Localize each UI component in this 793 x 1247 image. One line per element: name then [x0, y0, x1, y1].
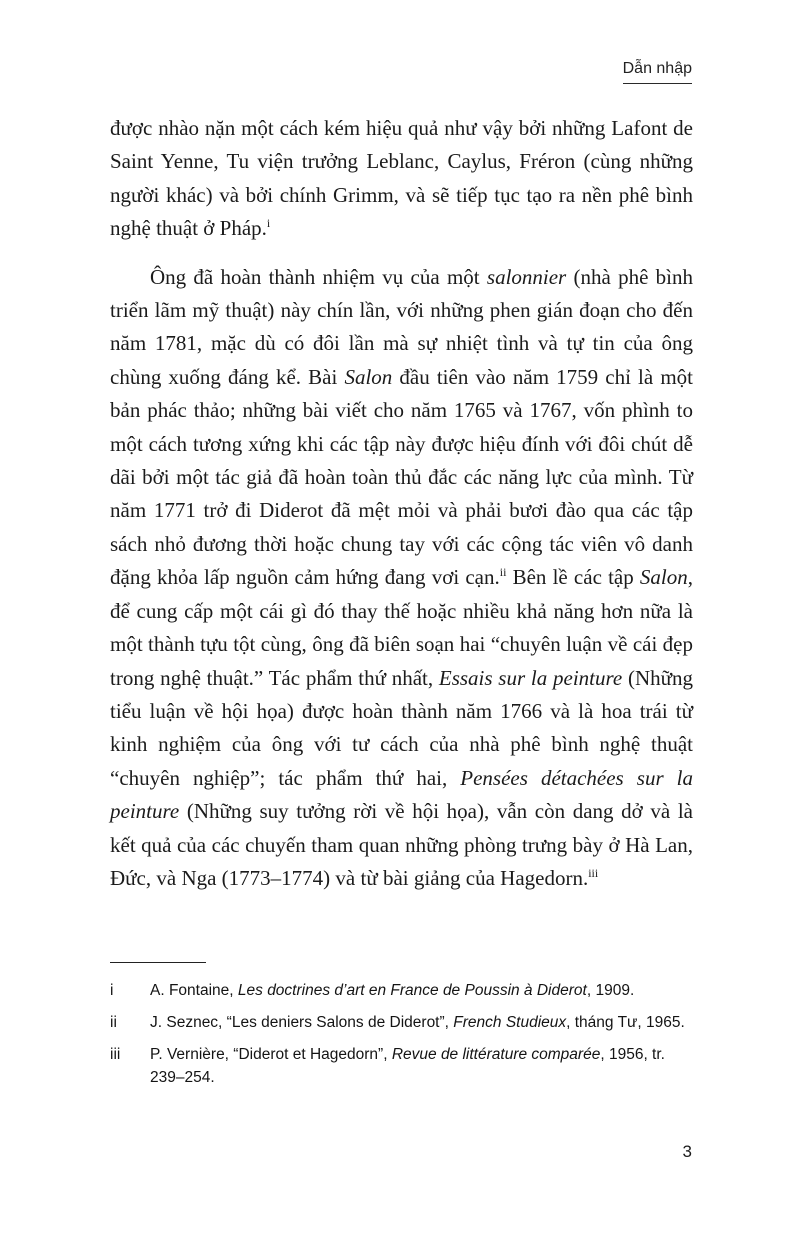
body-text-segment: Bên lề các tập — [506, 565, 640, 590]
body-text-segment: đầu tiên vào năm 1759 chỉ là một bản phác thảo; những bài viết cho năm 1765 và 1767, vốn phình to một cách tương xứng khi các tập này được hiệu đính với đôi chút dễ dãi bởi một tác giả đã hoàn toàn thủ đắc các năng lực của mình. Từ năm 1771 trở đi Diderot đã mệt mỏi và phải bươi đào qua các tập sách nhỏ đương thời hoặc chung tay với các cộng tác viên vô danh đặng khỏa lấp nguồn cảm hứng đang vơi cạn. — [110, 364, 693, 590]
footnote-ref-i: i — [266, 216, 271, 231]
italic-title: Salon — [639, 565, 688, 590]
footnote-text-segment: , tháng Tư, 1965. — [566, 1014, 685, 1031]
body-text-segment: , để cung cấp một cái gì đó thay thế hoặc nhiều khả năng hơn nữa là một thành tựu tột cùng, ông đã biên soạn hai “chuyên luận về cái đẹp trong nghệ thuật.” Tác phẩm thứ nhất, — [110, 565, 693, 690]
footnote-text-segment: , 1956, tr. 239–254. — [150, 1046, 665, 1086]
paragraph — [110, 261, 693, 896]
footnote-ref-ii: ii — [499, 565, 507, 580]
italic-term: salonnier — [486, 264, 567, 289]
chapter-header-label: Dẫn nhập — [623, 60, 692, 84]
italic-journal-title: Revue de littérature comparée — [391, 1046, 601, 1063]
footnote-item — [110, 1043, 693, 1089]
body-text-segment: (Những tiểu luận về hội họa) được hoàn thành năm 1766 và là hoa trái từ kinh nghiệm của ông với tư cách của nhà phê bình nghệ thuật “chuyên nghiệp”; tác phẩm thứ hai, — [110, 665, 694, 790]
body-text-block — [110, 112, 693, 895]
running-header — [623, 60, 692, 84]
italic-title: Essais sur la peinture — [438, 665, 623, 690]
footnotes-block — [110, 962, 693, 1098]
italic-work-title: Les doctrines d’art en France de Poussin à Diderot — [237, 982, 587, 999]
body-text-segment: (nhà phê bình triển lãm mỹ thuật) này chín lần, với những phen gián đoạn cho đến năm 1781, mặc dù có đôi lần mà sự nhiệt tình và tự tin của ông chùng xuống đáng kể. Bài — [110, 264, 693, 389]
footnote-label: iii — [110, 1046, 121, 1063]
footnote-text — [150, 1011, 693, 1034]
footnote-text-segment: J. Seznec, “Les deniers Salons de Diderot”, — [150, 1014, 454, 1031]
footnote-text — [150, 1043, 693, 1089]
footnote-text-segment: P. Vernière, “Diderot et Hagedorn”, — [150, 1046, 392, 1063]
footnote-item — [110, 979, 693, 1002]
footnote-text-segment: , 1909. — [586, 982, 635, 999]
body-text-segment: (Những suy tưởng rời về hội họa), vẫn còn dang dở và là kết quả của các chuyến tham quan những phòng trưng bày ở Hà Lan, Đức, và Nga (1773–1774) và từ bài giảng của Hagedorn. — [110, 799, 693, 890]
footnote-text — [150, 979, 693, 1002]
footnote-ref-iii: iii — [588, 865, 599, 880]
body-text-segment: Ông đã hoàn thành nhiệm vụ của một — [150, 264, 487, 289]
footnote-label: ii — [110, 1014, 117, 1031]
footnote-item — [110, 1011, 693, 1034]
footnote-separator-rule — [110, 962, 206, 963]
footnote-label: i — [110, 982, 114, 999]
page-number: 3 — [682, 1142, 692, 1161]
italic-journal-title: French Studieux — [453, 1014, 567, 1031]
body-text-segment: được nhào nặn một cách kém hiệu quả như vậy bởi những Lafont de Saint Yenne, Tu viện trưởng Leblanc, Caylus, Fréron (cùng những người khác) và bởi chính Grimm, và sẽ tiếp tục tạo ra nền phê bình nghệ thuật ở Pháp. — [110, 116, 693, 241]
footnote-text-segment: A. Fontaine, — [150, 982, 238, 999]
italic-title: Salon — [344, 364, 393, 389]
paragraph — [110, 112, 693, 246]
italic-title: Pensées détachées sur la peinture — [110, 765, 693, 824]
